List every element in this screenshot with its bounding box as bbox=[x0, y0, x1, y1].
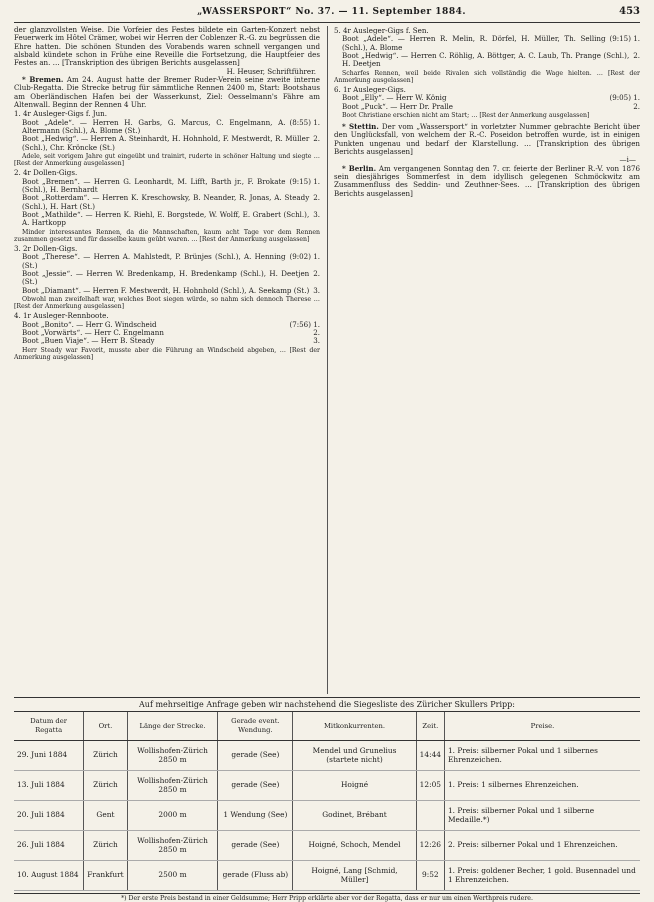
bremen-race-list-continued bbox=[334, 27, 640, 119]
boat-result: (8:55) 1. bbox=[289, 117, 320, 127]
boat-entry bbox=[14, 253, 320, 270]
boat-result: 2. bbox=[633, 101, 640, 111]
boat-entry bbox=[334, 35, 640, 52]
boat-result: (9:05) 1. bbox=[609, 93, 640, 103]
race-block bbox=[14, 169, 320, 243]
boat-entry bbox=[14, 337, 320, 345]
boat-result: 2. bbox=[313, 327, 320, 337]
bremen-lead: * Bremen. bbox=[22, 75, 64, 85]
table-row bbox=[14, 741, 640, 771]
cell-prizes: 1. Preis: silberner Pokal und 1 silberne Medaille.*) bbox=[444, 801, 640, 831]
berlin-lead: * Berlin. bbox=[342, 163, 377, 173]
table-header-cell: Preise. bbox=[444, 712, 640, 741]
boat-entry bbox=[14, 194, 320, 211]
cell-time: 12:05 bbox=[416, 771, 444, 801]
table-body bbox=[14, 741, 640, 891]
race-note: Boot Christiane erschien nicht am Start; … [Rest der Anmerkung ausgelassen] bbox=[342, 111, 590, 119]
lahnstein-report: der glanzvollsten Weise. Die Vorfeier des Festes bildete ein Garten-Konzert nebst Feuerwerk im Hôtel Crämer, wobei wir Herren der Coblenzer R.-G. zu begrüssen die Ehre hatten. Die schönen Stunden des Vorabends waren schnell vergangen und alsbald kündete schon in Frühe eine Reveille die Fortsetzung, die Hauptfeier des Festes an. … [Transkription des übrigen Berichts ausgelassen] bbox=[14, 26, 320, 68]
cell-length: Wollishofen-Zürich 2850 m bbox=[127, 831, 218, 861]
cell-place: Zürich bbox=[84, 831, 127, 861]
cell-prizes: 1. Preis: goldener Becher, 1 gold. Busennadel und 1 Ehrenzeichen. bbox=[444, 861, 640, 891]
table-header-cell: Länge der Strecke. bbox=[127, 712, 218, 741]
boat-result: (9:02) 1. bbox=[289, 252, 320, 262]
boat-crew: Boot „Rotterdam“. — Herren K. Kreschowsky, B. Neander, R. Jonas, A. Steady (Schl.), H. Hart (St.) bbox=[22, 193, 310, 211]
cell-course: 1 Wendung (See) bbox=[218, 801, 293, 831]
boat-crew: Boot „Elly“. — Herr W. König bbox=[342, 93, 447, 103]
race-note: Herr Steady war Favorit, musste aber die Führung an Windscheid abgeben, … [Rest der Anmerkung ausgelassen] bbox=[14, 346, 320, 361]
boat-entry bbox=[14, 119, 320, 136]
cell-place: Zürich bbox=[84, 741, 127, 771]
boat-result: 2. bbox=[313, 193, 320, 203]
boat-result: (9:15) 1. bbox=[609, 34, 640, 44]
boat-result: 3. bbox=[313, 336, 320, 346]
bremen-race-list bbox=[14, 110, 320, 360]
bremen-report bbox=[14, 76, 320, 109]
cell-date: 20. Juli 1884 bbox=[14, 801, 84, 831]
boat-entry bbox=[14, 135, 320, 152]
boat-entry bbox=[14, 211, 320, 228]
cell-length: 2000 m bbox=[127, 801, 218, 831]
boat-crew: Boot „Therese“. — Herren A. Mahlstedt, P. Brünjes (Schl.), A. Henning (St.) bbox=[22, 252, 286, 270]
cell-prizes: 1. Preis: 1 silbernes Ehrenzeichen. bbox=[444, 771, 640, 801]
cell-course: gerade (See) bbox=[218, 741, 293, 771]
stettin-text: Der vom „Wassersport“ in vorletzter Nummer gebrachte Bericht über den Unglücksfall, von welchem der R.-C. Poseidon betroffen wurde, ist in einigen Punkten ungenau und bedarf der Klarstellung. … [Transkription des übrigen Berichts ausgelassen] bbox=[334, 122, 640, 157]
cell-time: 14:44 bbox=[416, 741, 444, 771]
table-caption: Auf mehrseitige Anfrage geben wir nachstehend die Siegesliste des Züricher Skullers Pripp: bbox=[14, 697, 640, 712]
cell-prizes: 1. Preis: silberner Pokal und 1 silbernes Ehrenzeichen. bbox=[444, 741, 640, 771]
boat-result: 3. bbox=[313, 210, 320, 220]
table-header-cell: Gerade event. Wendung. bbox=[218, 712, 293, 741]
stettin-lead: * Stettin. bbox=[342, 122, 379, 132]
boat-crew: Boot „Buen Viaje“. — Herr B. Steady bbox=[22, 336, 155, 346]
race-title: 6. 1r Ausleger-Gigs. bbox=[334, 84, 406, 94]
cell-date: 26. Juli 1884 bbox=[14, 831, 84, 861]
boat-entry bbox=[334, 103, 640, 111]
table-header-cell: Ort. bbox=[84, 712, 127, 741]
boat-entry bbox=[14, 287, 320, 295]
race-note: Scharfes Rennen, weil beide Rivalen sich vollständig die Wage hielten. … [Rest der Anmerkung ausgelassen] bbox=[334, 69, 640, 84]
signature-heuser: H. Heuser, Schriftführer. bbox=[226, 66, 316, 76]
cell-competitors: Mendel und Grunelius (startete nicht) bbox=[293, 741, 416, 771]
boat-crew: Boot „Diamant“. — Herren F. Mestwerdt, H. Hohnhold (Schl.), A. Seekamp (St.) bbox=[22, 285, 310, 295]
cell-length: 2500 m bbox=[127, 861, 218, 891]
two-column-body bbox=[14, 26, 640, 694]
race-block bbox=[334, 86, 640, 119]
cell-competitors: Godinet, Brébant bbox=[293, 801, 416, 831]
cell-place: Zürich bbox=[84, 771, 127, 801]
table-footnote: *) Der erste Preis bestand in einer Geldsumme; Herr Pripp erklärte aber vor der Regatta, dass er nur um einen Werthpreis rudere. bbox=[14, 893, 640, 902]
race-block bbox=[14, 110, 320, 167]
boat-entry bbox=[334, 52, 640, 69]
cell-time: 12:26 bbox=[416, 831, 444, 861]
table-header-row bbox=[14, 712, 640, 741]
page-number: 453 bbox=[619, 6, 640, 17]
boat-crew: Boot „Mathilde“. — Herren K. Riehl, E. Borgstede, W. Wolff, E. Grabert (Schl.), A. Hartkopp bbox=[22, 210, 310, 228]
cell-place: Gent bbox=[84, 801, 127, 831]
signature-stettin: —i— bbox=[619, 155, 636, 165]
table-row bbox=[14, 771, 640, 801]
table-header-cell: Mitkonkurrenten. bbox=[293, 712, 416, 741]
boat-entry bbox=[14, 178, 320, 195]
table-row bbox=[14, 861, 640, 891]
right-column bbox=[334, 26, 640, 694]
cell-competitors: Hoigné, Lang [Schmid, Müller] bbox=[293, 861, 416, 891]
boat-result: 2. bbox=[633, 51, 640, 61]
boat-crew: Boot „Adele“. — Herren R. Melin, R. Dörfel, H. Müller, Th. Selling (Schl.), A. Blome bbox=[342, 34, 606, 52]
boat-crew: Boot „Jessie“. — Herren W. Bredenkamp, H. Bredenkamp (Schl.), H. Deetjen (St.) bbox=[22, 268, 310, 287]
race-block bbox=[14, 312, 320, 361]
page-header bbox=[14, 6, 640, 20]
cell-length: Wollishofen-Zürich 2850 m bbox=[127, 741, 218, 771]
race-title: 2. 4r Dollen-Gigs. bbox=[14, 168, 78, 178]
boat-result: 2. bbox=[313, 134, 320, 144]
bremen-intro: Am 24. August hatte der Bremer Ruder-Verein seine zweite interne Club-Regatta. Die Strecke betrug für sämmtliche Rennen 2400 m, Start: Bootshaus am Oberländischen Hafen bei der Wasserkunst, Ziel: Oesselmann's Fähre am Altenwall. Beginn der Rennen 4 Uhr. bbox=[14, 75, 320, 110]
cell-date: 13. Juli 1884 bbox=[14, 771, 84, 801]
table-header-cell: Zeit. bbox=[416, 712, 444, 741]
race-block bbox=[14, 245, 320, 310]
cell-course: gerade (See) bbox=[218, 771, 293, 801]
cell-competitors: Hoigné bbox=[293, 771, 416, 801]
left-column bbox=[14, 26, 320, 694]
stettin-report bbox=[334, 123, 640, 156]
boat-result: 3. bbox=[313, 285, 320, 295]
cell-time bbox=[416, 801, 444, 831]
boat-crew: Boot „Bonito“. — Herr G. Windscheid bbox=[22, 319, 157, 329]
race-title: 5. 4r Ausleger-Gigs f. Sen. bbox=[334, 26, 429, 35]
cell-date: 29. Juni 1884 bbox=[14, 741, 84, 771]
boat-result: (9:15) 1. bbox=[289, 176, 320, 186]
cell-time: 9:52 bbox=[416, 861, 444, 891]
boat-crew: Boot „Vorwärts“. — Herr C. Engelmann bbox=[22, 327, 164, 337]
table-row bbox=[14, 831, 640, 861]
boat-crew: Boot „Adele“. — Herren H. Garbs, G. Marcus, C. Engelmann, A. Altermann (Schl.), A. Blome (St.) bbox=[22, 117, 286, 136]
race-block bbox=[334, 27, 640, 84]
masthead: „WASSERSPORT“ No. 37. — 11. September 1884. bbox=[197, 7, 466, 17]
boat-crew: Boot „Puck“. — Herr Dr. Pralle bbox=[342, 101, 453, 111]
cell-competitors: Hoigné, Schoch, Mendel bbox=[293, 831, 416, 861]
cell-prizes: 2. Preis: silberner Pokal und 1 Ehrenzeichen. bbox=[444, 831, 640, 861]
table-row bbox=[14, 801, 640, 831]
boat-result: (7:56) 1. bbox=[289, 319, 320, 329]
race-note: Obwohl man zweifelhaft war, welches Boot siegen würde, so nahm sich dennoch Therese … [Rest der Anmerkung ausgelassen] bbox=[14, 296, 320, 311]
race-title: 3. 2r Dollen-Gigs. bbox=[14, 243, 78, 253]
column-divider bbox=[327, 26, 328, 694]
boat-entry bbox=[14, 270, 320, 287]
race-title: 1. 4r Ausleger-Gigs f. Jun. bbox=[14, 109, 107, 119]
table-header-cell: Datum der Regatta bbox=[14, 712, 84, 741]
berlin-text: Am vergangenen Sonntag den 7. cr. feierte der Berliner R.-V. von 1876 sein diesjähriges Sommerfest in dem idyllisch gelegenen Schmöckwitz am Zusammenfluss des Seddin- und Zeuthner-Sees. … [Transkription des übrigen Berichts ausgelassen] bbox=[334, 163, 640, 198]
berlin-report bbox=[334, 165, 640, 198]
boat-crew: Boot „Hedwig“. — Herren A. Steinhardt, H. Hohnhold, F. Mestwerdt, R. Müller (Schl.), Chr. Kröncke (St.) bbox=[22, 134, 310, 152]
boat-crew: Boot „Hedwig“. — Herren C. Röhlig, A. Böttger, A. C. Laub, Th. Prange (Schl.), H. Deetjen bbox=[342, 51, 630, 69]
cell-course: gerade (See) bbox=[218, 831, 293, 861]
race-title: 4. 1r Ausleger-Rennboote. bbox=[14, 311, 109, 321]
cell-place: Frankfurt bbox=[84, 861, 127, 891]
race-note: Minder interessantes Rennen, da die Mannschaften, kaum acht Tage vor dem Rennen zusammen gesetzt und für dasselbe kaum geübt waren. … [Rest der Anmerkung ausgelassen] bbox=[14, 228, 320, 243]
cell-course: gerade (Fluss ab) bbox=[218, 861, 293, 891]
boat-result: 2. bbox=[313, 268, 320, 278]
cell-length: Wollishofen-Zürich 2850 m bbox=[127, 771, 218, 801]
cell-date: 10. August 1884 bbox=[14, 861, 84, 891]
boat-crew: Boot „Bremen“. — Herren G. Leonhardt, M. Lifft, Barth jr., F. Brokate (Schl.), H. Bernhardt bbox=[22, 176, 286, 195]
header-rule bbox=[14, 22, 640, 23]
race-note: Adele, seit vorigem Jahre gut eingeübt und trainirt, ruderte in schöner Haltung und siegte … [Rest der Anmerkung ausgelassen] bbox=[14, 153, 320, 168]
pripp-victory-table bbox=[14, 712, 640, 891]
